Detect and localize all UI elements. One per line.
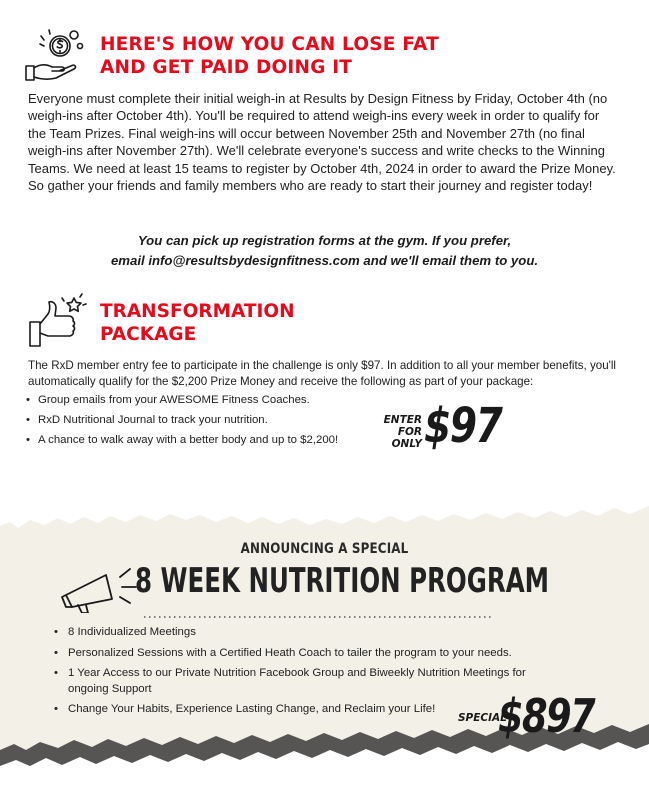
section2-body: The RxD member entry fee to participate in the challenge is only $97. In addition to all your member benefits, you'll automatically qualify for the $2,200 Prize Money and receive the following as part of your package:	[28, 359, 617, 388]
section1-body: Everyone must complete their initial weigh-in at Results by Design Fitness by Friday, October 4th (no weigh-ins after October 4th). You'll be required to attend weigh-ins every week in order to qualify for the Team Prizes. Final weigh-ins will occur between November 25th and November 27th (no final weigh-ins after November 27th). We'll celebrate everyone's success and write checks to the Winning Teams. We need at least 15 teams to register by October 4th, 2024 in order to award the Prize Money. So gather your friends and family members who are ready to start their journey and register today!	[28, 91, 616, 194]
announcing-special-label: ANNOUNCING A SPECIAL	[240, 541, 409, 557]
hand-holding-dollar-coins-icon	[20, 26, 94, 84]
package-price: $97	[424, 398, 502, 454]
section1-headline-line1: HERE'S HOW YOU CAN LOSE FAT	[100, 34, 439, 55]
nutrition-program-list	[54, 625, 554, 723]
list-item: • RxD Nutritional Journal to track your nutrition.	[26, 410, 386, 430]
thumbs-up-star-icon	[24, 292, 90, 352]
list-item: • Group emails from your AWESOME Fitness Coaches.	[26, 390, 386, 410]
section2-headline-line2: PACKAGE	[100, 324, 197, 345]
dotted-divider	[144, 606, 494, 610]
list-item: • Personalized Sessions with a Certified Heath Coach to tailer the program to your needs.	[54, 646, 554, 662]
program-price: $897	[498, 689, 595, 743]
list-item: • 8 Individualized Meetings	[54, 625, 554, 641]
package-benefits-list	[26, 390, 386, 450]
list-item: • 1 Year Access to our Private Nutrition Facebook Group and Biweekly Nutrition Meetings for ongoing Support	[54, 666, 554, 697]
section1-headline	[100, 33, 520, 79]
callout-line2: email info@resultsbydesignfitness.com and we'll email them to you.	[110, 253, 539, 268]
list-item: • Change Your Habits, Experience Lasting Change, and Reclaim your Life!	[54, 702, 554, 718]
program-title: 8 WEEK NUTRITION PROGRAM	[135, 561, 549, 601]
list-item: • A chance to walk away with a better body and up to $2,200!	[26, 430, 386, 450]
callout-line1: You can pick up registration forms at the gym. If you prefer,	[137, 233, 512, 248]
enter-label-line2: FOR ONLY	[391, 426, 422, 450]
section2-headline-line1: TRANSFORMATION	[100, 301, 295, 322]
megaphone-icon	[56, 555, 146, 613]
enter-for-only-label	[366, 414, 422, 450]
section1-headline-line2: AND GET PAID DOING IT	[100, 57, 353, 78]
enter-label-line1: ENTER	[383, 414, 422, 426]
registration-callout	[20, 231, 629, 271]
special-label: SPECIAL	[458, 712, 507, 724]
section2-headline	[100, 300, 400, 346]
